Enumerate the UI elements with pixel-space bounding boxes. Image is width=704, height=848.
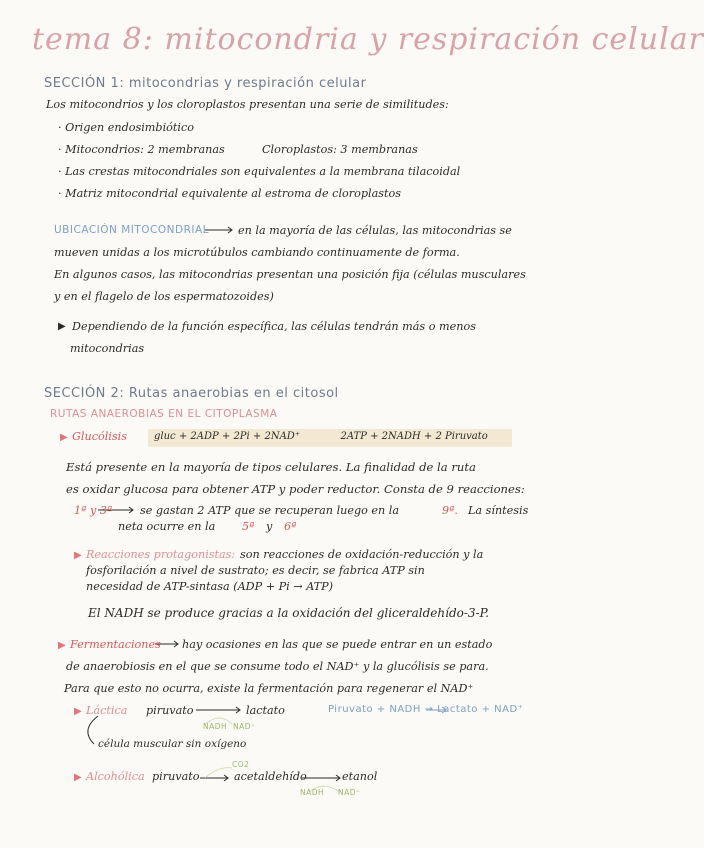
ubicacion-line-1: en la mayoría de las células, las mitocondrias se <box>238 224 512 237</box>
bullet-crestas: · Las crestas mitocondriales son equivalentes a la membrana tilacoidal <box>58 165 461 178</box>
lactica-equation: Piruvato + NADH → Lactato + NAD⁺ <box>328 704 524 715</box>
alcoholica-from: piruvato <box>152 770 200 783</box>
alcoholica-label: Alcohólica <box>86 770 145 783</box>
lactica-label: Láctica <box>86 704 128 717</box>
protagonistas-triangle-icon: ▶ <box>74 550 82 561</box>
fermentaciones-line-1: hay ocasiones en las que se puede entrar en un estado <box>182 638 493 651</box>
glucolisis-equation <box>148 429 512 447</box>
neta-red-1: 5ª <box>242 520 255 533</box>
section-2-heading: SECCIÓN 2: Rutas anaerobias en el citosol <box>44 386 339 401</box>
equation-right: 2ATP + 2NADH + 2 Piruvato <box>340 431 488 442</box>
section-1-intro: Los mitocondrios y los cloroplastos presentan una serie de similitudes: <box>46 98 449 111</box>
ubicacion-line-4: y en el flagelo de los espermatozoides) <box>54 290 274 303</box>
neta-red-2: 6ª <box>284 520 297 533</box>
alcoholica-mid: acetaldehído <box>234 770 307 783</box>
section-2-subheading: RUTAS ANAEROBIAS EN EL CITOPLASMA <box>50 408 278 420</box>
fermentaciones-triangle-icon: ▶ <box>58 640 66 651</box>
reac-red-2: 9ª. <box>442 504 458 517</box>
bullet-origin: · Origen endosimbiótico <box>58 121 194 134</box>
glucolisis-label: Glucólisis <box>72 430 127 443</box>
ubicacion-line-3: En algunos casos, las mitocondrias presentan una posición fija (células musculares <box>54 268 526 281</box>
lactica-to: lactato <box>246 704 285 717</box>
lactica-nad: NAD⁺ <box>233 722 256 731</box>
alcoholica-nad: NAD⁺ <box>338 788 361 797</box>
bullet-cloroplastos: Cloroplastos: 3 membranas <box>262 143 418 156</box>
dependiendo-line-1: Dependiendo de la función específica, las células tendrán más o menos <box>72 320 476 333</box>
protagonistas-line-1: son reacciones de oxidación-reducción y la <box>240 548 484 561</box>
dependiendo-line-2: mitocondrias <box>70 342 145 355</box>
neta-text: neta ocurre en la <box>118 520 216 533</box>
lactica-note: célula muscular sin oxígeno <box>98 738 247 750</box>
nadh-line: El NADH se produce gracias a la oxidación del gliceraldehído-3-P. <box>88 606 490 620</box>
fermentaciones-label: Fermentaciones <box>70 638 161 651</box>
glucolisis-line-1: Está presente en la mayoría de tipos celulares. La finalidad de la ruta <box>66 460 476 474</box>
fermentaciones-line-2: de anaerobiosis en el que se consume todo el NAD⁺ y la glucólisis se para. <box>66 660 489 673</box>
note-curve <box>88 716 98 744</box>
bullet-mitocondrias: · Mitocondrios: 2 membranas <box>58 143 225 156</box>
lactica-triangle-icon: ▶ <box>74 706 82 717</box>
triangle-bullet-icon: ▶ <box>58 321 66 332</box>
protagonistas-line-3: necesidad de ATP-sintasa (ADP + Pi → ATP) <box>86 580 334 593</box>
alcoholica-to: etanol <box>342 770 378 783</box>
ubicacion-line-2: mueven unidas a los microtúbulos cambiando continuamente de forma. <box>54 246 460 259</box>
alcoholica-triangle-icon: ▶ <box>74 772 82 783</box>
reac-text-2: La síntesis <box>468 504 529 517</box>
lactica-nadh: NADH <box>203 722 228 731</box>
protagonistas-label: Reacciones protagonistas: <box>86 548 236 561</box>
bullet-matriz: · Matriz mitocondrial equivalente al estroma de cloroplastos <box>58 187 401 200</box>
glucolisis-triangle-icon: ▶ <box>60 432 68 443</box>
alcoholica-nadh: NADH <box>300 788 325 797</box>
reac-red-1: 1ª y 3ª <box>74 504 113 517</box>
neta-y: y <box>266 520 273 533</box>
fermentaciones-line-3: Para que esto no ocurra, existe la fermentación para regenerar el NAD⁺ <box>64 682 474 695</box>
page-title: tema 8: mitocondria y respiración celular <box>32 22 704 57</box>
ubicacion-label: UBICACIÓN MITOCONDRIAL <box>54 224 209 236</box>
alcoholica-co2: CO2 <box>232 760 250 769</box>
lactica-from: piruvato <box>146 704 194 717</box>
protagonistas-line-2: fosforilación a nivel de sustrato; es decir, se fabrica ATP sin <box>86 564 425 577</box>
equation-left: gluc + 2ADP + 2Pi + 2NAD⁺ <box>154 431 301 442</box>
glucolisis-line-2: es oxidar glucosa para obtener ATP y poder reductor. Consta de 9 reacciones: <box>66 482 525 496</box>
section-1-heading: SECCIÓN 1: mitocondrias y respiración celular <box>44 76 367 91</box>
reac-text-1: se gastan 2 ATP que se recuperan luego en la <box>140 504 400 517</box>
